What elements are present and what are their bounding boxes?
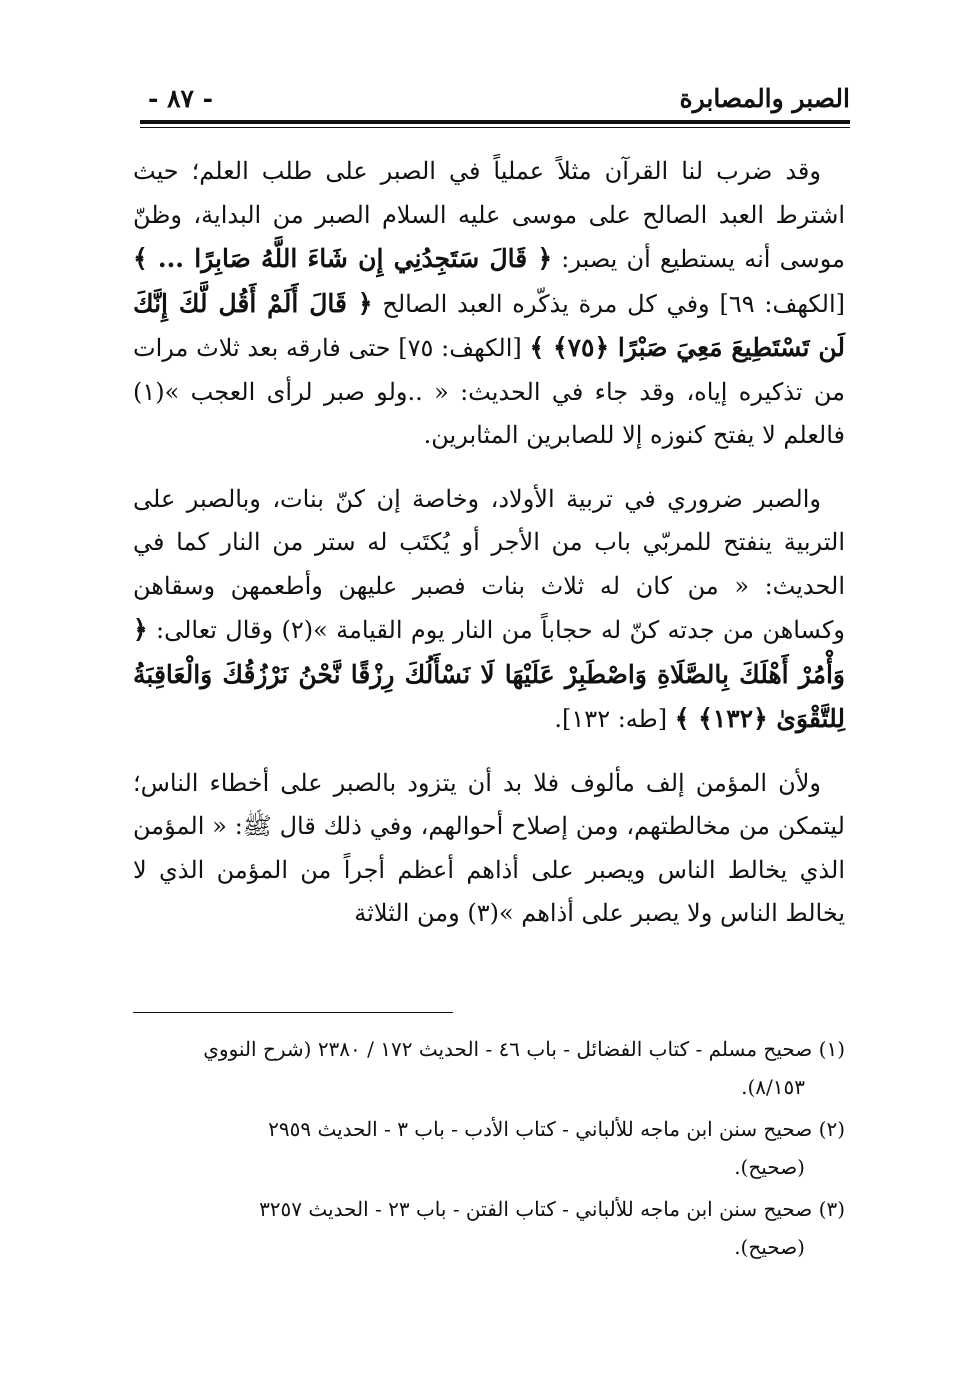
text-run: والصبر ضروري في تربية الأولاد، وخاصة إن كنّ بنات، وبالصبر على التربية ينفتح للمربّي باب من الأجر أو يُكتَب له ستر من النار كما في الحديث: « من كان له ثلاث بنات فصبر عليهن وأطعمهن وسقاهن وكساهن من جدته كنّ له حجاباً من النار يوم القيامة »(٢) وقال تعالى:: [133, 484, 845, 644]
page-header: [140, 84, 850, 122]
running-title: الصبر والمصابرة: [679, 84, 850, 113]
text-run: [الكهف: ٦٩] وفي كل مرة يذكّره العبد الصالح: [372, 289, 846, 318]
header-rule-thin: [140, 127, 850, 128]
paragraph: [133, 150, 845, 458]
footnote-continuation: (صحيح).: [734, 1235, 805, 1259]
footnotes: [133, 1030, 845, 1270]
footnote-text: (٢) صحيح سنن ابن ماجه للألباني - كتاب الأدب - باب ٣ - الحديث ٢٩٥٩: [268, 1117, 845, 1141]
footnote-text: (١) صحيح مسلم - كتاب الفضائل - باب ٤٦ - الحديث ١٧٢ / ٢٣٨٠ (شرح النووي: [203, 1037, 845, 1061]
page-number: - ٨٧ -: [148, 84, 214, 113]
text-run: وقد ضرب لنا القرآن مثلاً عملياً في الصبر على طلب العلم؛ حيث اشترط العبد الصالح على موسى عليه السلام الصبر من البداية، وظنّ موسى أنه يستطيع أن يصبر:: [133, 157, 845, 273]
quran-verse: ﴿ قَالَ أَلَمْ أَقُل لَّكَ إِنَّكَ لَن تَسْتَطِيعَ مَعِيَ صَبْرًا ﴿٧٥﴾ ﴾: [133, 288, 845, 362]
text-run: [طه: ١٣٢].: [554, 705, 675, 733]
quran-verse: ﴿ وَأْمُرْ أَهْلَكَ بِالصَّلَاةِ وَاصْطَبِرْ عَلَيْهَا لَا نَسْأَلُكَ رِزْقًا نَّحْنُ نَرْزُقُكَ وَالْعَاقِبَةُ لِلتَّقْوَىٰ ﴿١٣٢﴾ ﴾: [133, 615, 845, 733]
header-rule-thick: [140, 120, 850, 124]
quran-verse: ﴿ قَالَ سَتَجِدُنِي إِن شَاءَ اللَّهُ صَابِرًا ... ﴾: [133, 244, 553, 273]
footnote: [133, 1030, 845, 1106]
footnote-text: (٣) صحيح سنن ابن ماجه للألباني - كتاب الفتن - باب ٢٣ - الحديث ٣٢٥٧: [259, 1197, 845, 1221]
footnote-separator: [133, 1012, 453, 1013]
footnote-continuation: ٨/١٥٣).: [741, 1075, 805, 1099]
paragraph: [133, 478, 845, 742]
footnote: [133, 1190, 845, 1266]
text-run: [الكهف: ٧٥] حتى فارقه بعد ثلاث مرات من تذكيره إياه، وقد جاء في الحديث: « ..ولو صبر لرأى العجب »(١) فالعلم لا يفتح كنوزه إلا للصابرين المثابرين.: [133, 334, 845, 449]
footnote: [133, 1110, 845, 1186]
paragraph: [133, 762, 845, 936]
footnote-continuation: (صحيح).: [734, 1155, 805, 1179]
text-run: ولأن المؤمن إلف مألوف فلا بد أن يتزود بالصبر على أخطاء الناس؛ ليتمكن من مخالطتهم، ومن إصلاح أحوالهم، وفي ذلك قال ﷺ: « المؤمن الذي يخالط الناس ويصبر على أذاهم أعظم أجراً من المؤمن الذي لا يخالط الناس ولا يصبر على أذاهم »(٣) ومن الثلاثة: [133, 768, 845, 927]
main-text: [133, 150, 845, 936]
